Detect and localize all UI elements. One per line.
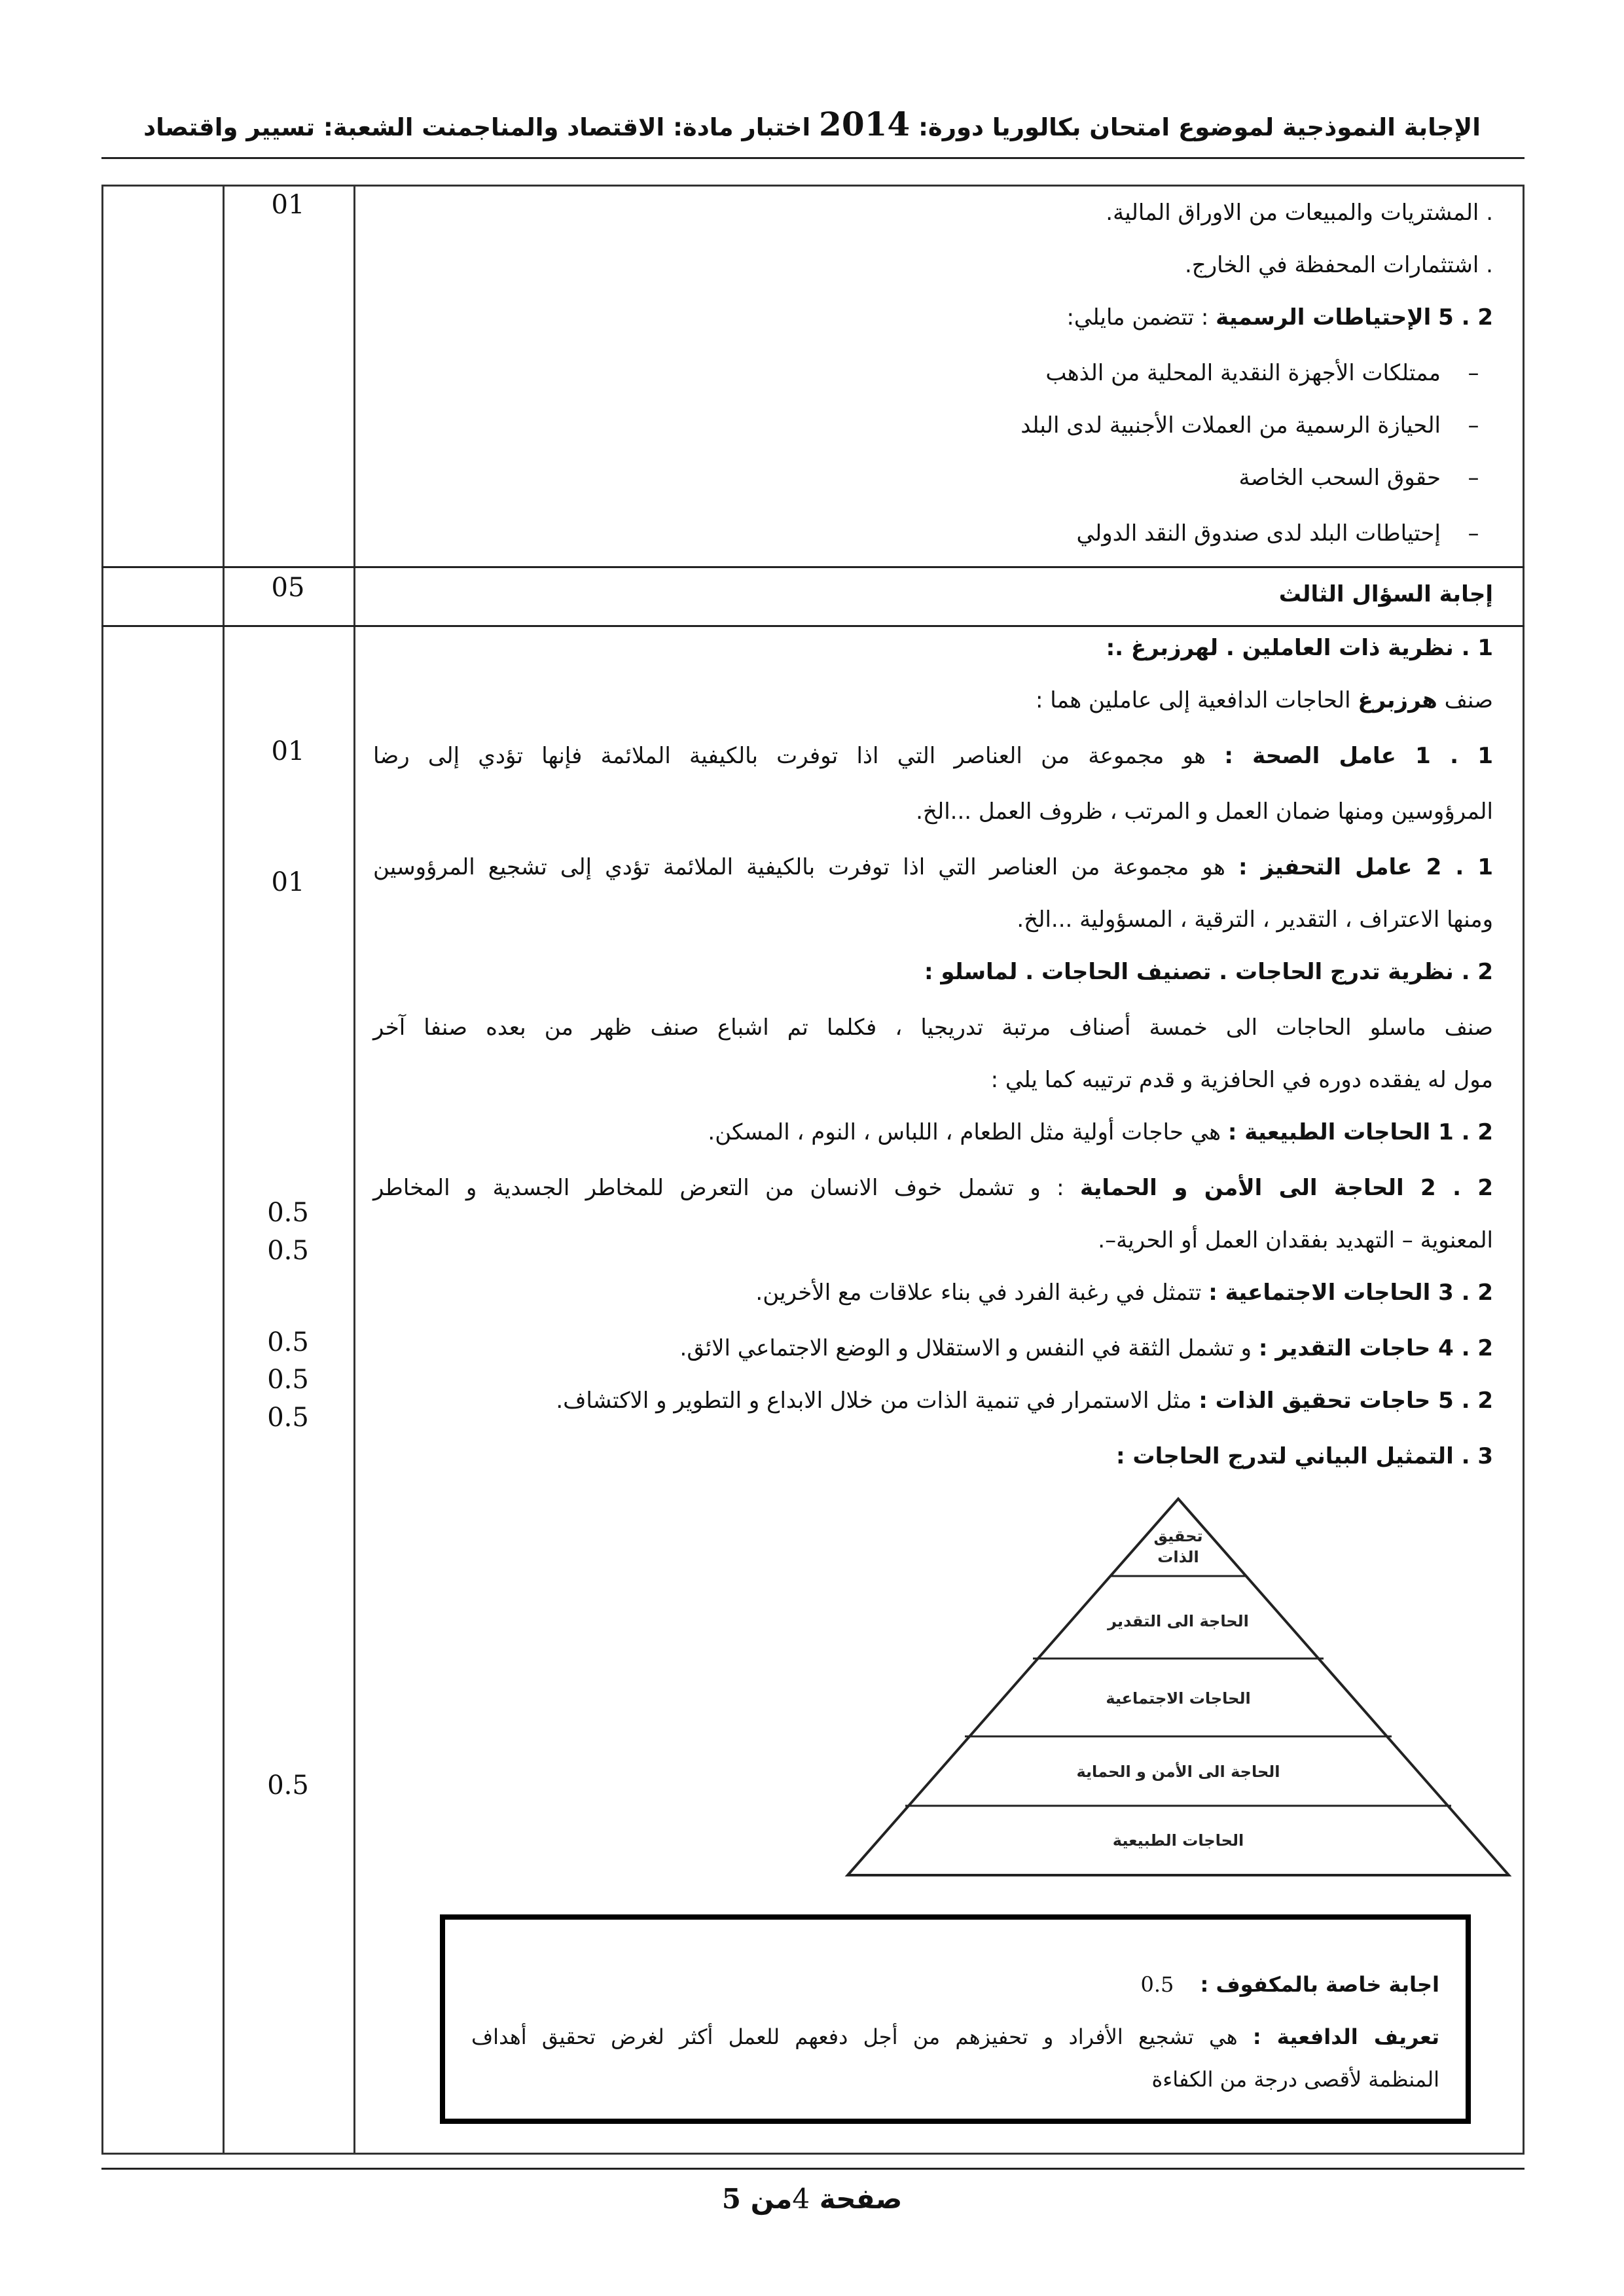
pyramid-level-label: الحاجات الاجتماعية: [1106, 1689, 1251, 1708]
header-year: 2014: [819, 105, 911, 143]
text-line: صنف ماسلو الحاجات الى خمسة أصناف مرتبة تدريجيا ، فكلما تم اشباع صنف ظهر من بعده صنفا آخر: [373, 1014, 1493, 1041]
table-divider-1: [223, 185, 225, 2155]
header-rule: [101, 157, 1525, 159]
bullet-item: –حقوق السحب الخاصة: [373, 465, 1493, 491]
score-value: 0.5: [267, 1327, 309, 1357]
row-separator-2: [101, 625, 1525, 627]
text-line: ومنها الاعتراف ، التقدير ، الترقية ، المسؤولية ...الخ.: [1017, 906, 1493, 933]
text-line: 1 . 2 عامل التحفيز : هو مجموعة من العناصر التي اذا توفرت بالكيفية الملائمة تؤدي إلى تشجيع المرؤوسين: [373, 854, 1494, 880]
section-heading: 3 . التمثيل البياني لتدرج الحاجات :: [1115, 1443, 1493, 1469]
score-value: 0.5: [267, 1365, 309, 1395]
pyramid-level-label: الحاجة الى التقدير: [1108, 1612, 1249, 1630]
text-line: صنف هرزبرغ الحاجات الدافعية إلى عاملين هما :: [1036, 687, 1493, 713]
header-title-part1: الإجابة النموذجية لموضوع امتحان بكالوريا دورة:: [918, 113, 1481, 141]
text-line: المعنوية – التهديد بفقدان العمل أو الحرية–.: [1098, 1227, 1493, 1253]
score-value: 0.5: [267, 1403, 309, 1433]
score-value: 01: [271, 736, 305, 766]
pyramid-level-label: الذات: [1157, 1548, 1199, 1566]
section-heading: 1 . نظرية ذات العاملين . لهرزبرغ .:: [1106, 635, 1493, 661]
pyramid-level-label: الحاجة الى الأمن و الحماية: [1076, 1763, 1280, 1781]
page-footer: صفحة 4من 5: [721, 2183, 903, 2215]
page-header: [98, 105, 1526, 151]
table-divider-2: [353, 185, 355, 2155]
text-line: مول له يفقده دوره في الحافزية و قدم ترتيبه كما يلي :: [990, 1067, 1493, 1093]
text-line: 2 . 1 الحاجات الطبيعية : هي حاجات أولية مثل الطعام ، اللباس ، النوم ، المسكن.: [708, 1119, 1493, 1145]
text-line: . المشتريات والمبيعات من الاوراق المالية.: [1106, 200, 1493, 226]
text-line: المرؤوسين ومنها ضمان العمل و المرتب ، ظروف العمل ...الخ.: [916, 798, 1493, 825]
box-label-line: اجابة خاصة بالمكفوف : 0.5: [1140, 1972, 1439, 1997]
text-line: 2 . 5 حاجات تحقيق الذات : مثل الاستمرار في تنمية الذات من خلال الابداع و التطوير و الاكتشاف.: [556, 1388, 1493, 1414]
text-line: 2 . 4 حاجات التقدير : و تشمل الثقة في النفس و الاستقلال و الوضع الاجتماعي الائق.: [679, 1335, 1493, 1361]
text-line: 2 . 2 الحاجة الى الأمن و الحماية : و تشمل خوف الانسان من التعرض للمخاطر الجسدية و المخاطر: [373, 1175, 1494, 1201]
question-title: إجابة السؤال الثالث: [1278, 581, 1493, 607]
dash-icon: –: [1468, 412, 1479, 439]
score-value: 0.5: [267, 1236, 309, 1266]
text-line: 1 . 1 عامل الصحة : هو مجموعة من العناصر التي اذا توفرت بالكيفية الملائمة فإنها تؤدي إلى رضا: [373, 743, 1493, 769]
needs-pyramid-diagram: [844, 1496, 1512, 1882]
bullet-item: –الحيازة الرسمية من العملات الأجنبية لدى البلد: [373, 412, 1493, 439]
dash-icon: –: [1468, 465, 1479, 491]
bullet-item: –إحتياطات البلد لدى صندوق النقد الدولي: [373, 520, 1493, 547]
row2-score: 05: [271, 573, 305, 603]
box-definition-line: تعريف الدافعية : هي تشجيع الأفراد و تحفيزهم من أجل دفعهم للعمل أكثر لغرض تحقيق أهداف: [471, 2024, 1440, 2049]
pyramid-level-label: تحقيق: [1153, 1527, 1203, 1545]
pyramid-level-label: الحاجات الطبيعية: [1112, 1831, 1244, 1850]
score-value: 01: [271, 867, 305, 897]
bullet-item: –ممتلكات الأجهزة النقدية المحلية من الذهب: [373, 360, 1493, 386]
row-separator-1: [101, 566, 1525, 568]
dash-icon: –: [1468, 520, 1479, 547]
score-value: 0.5: [267, 1770, 309, 1801]
section-heading: 2 . 5 الإحتياطات الرسمية : تتضمن مايلي:: [1066, 304, 1493, 331]
text-line: 2 . 3 الحاجات الاجتماعية : تتمثل في رغبة الفرد في بناء علاقات مع الأخرين.: [755, 1280, 1493, 1306]
dash-icon: –: [1468, 360, 1479, 386]
score-value: 0.5: [267, 1198, 309, 1228]
box-definition-cont: المنظمة لأقصى درجة من الكفاءة: [1151, 2067, 1439, 2092]
row1-score: 01: [271, 190, 305, 220]
special-answer-box: [440, 1914, 1471, 2124]
header-title-part2: اختبار مادة: الاقتصاد والمناجمنت الشعبة: تسيير واقتصاد: [143, 113, 811, 141]
section-heading: 2 . نظرية تدرج الحاجات . تصنيف الحاجات . لماسلو :: [924, 959, 1493, 985]
text-line: . اشتثمارات المحفظة في الخارج.: [1185, 252, 1493, 278]
footer-rule: [101, 2168, 1525, 2170]
